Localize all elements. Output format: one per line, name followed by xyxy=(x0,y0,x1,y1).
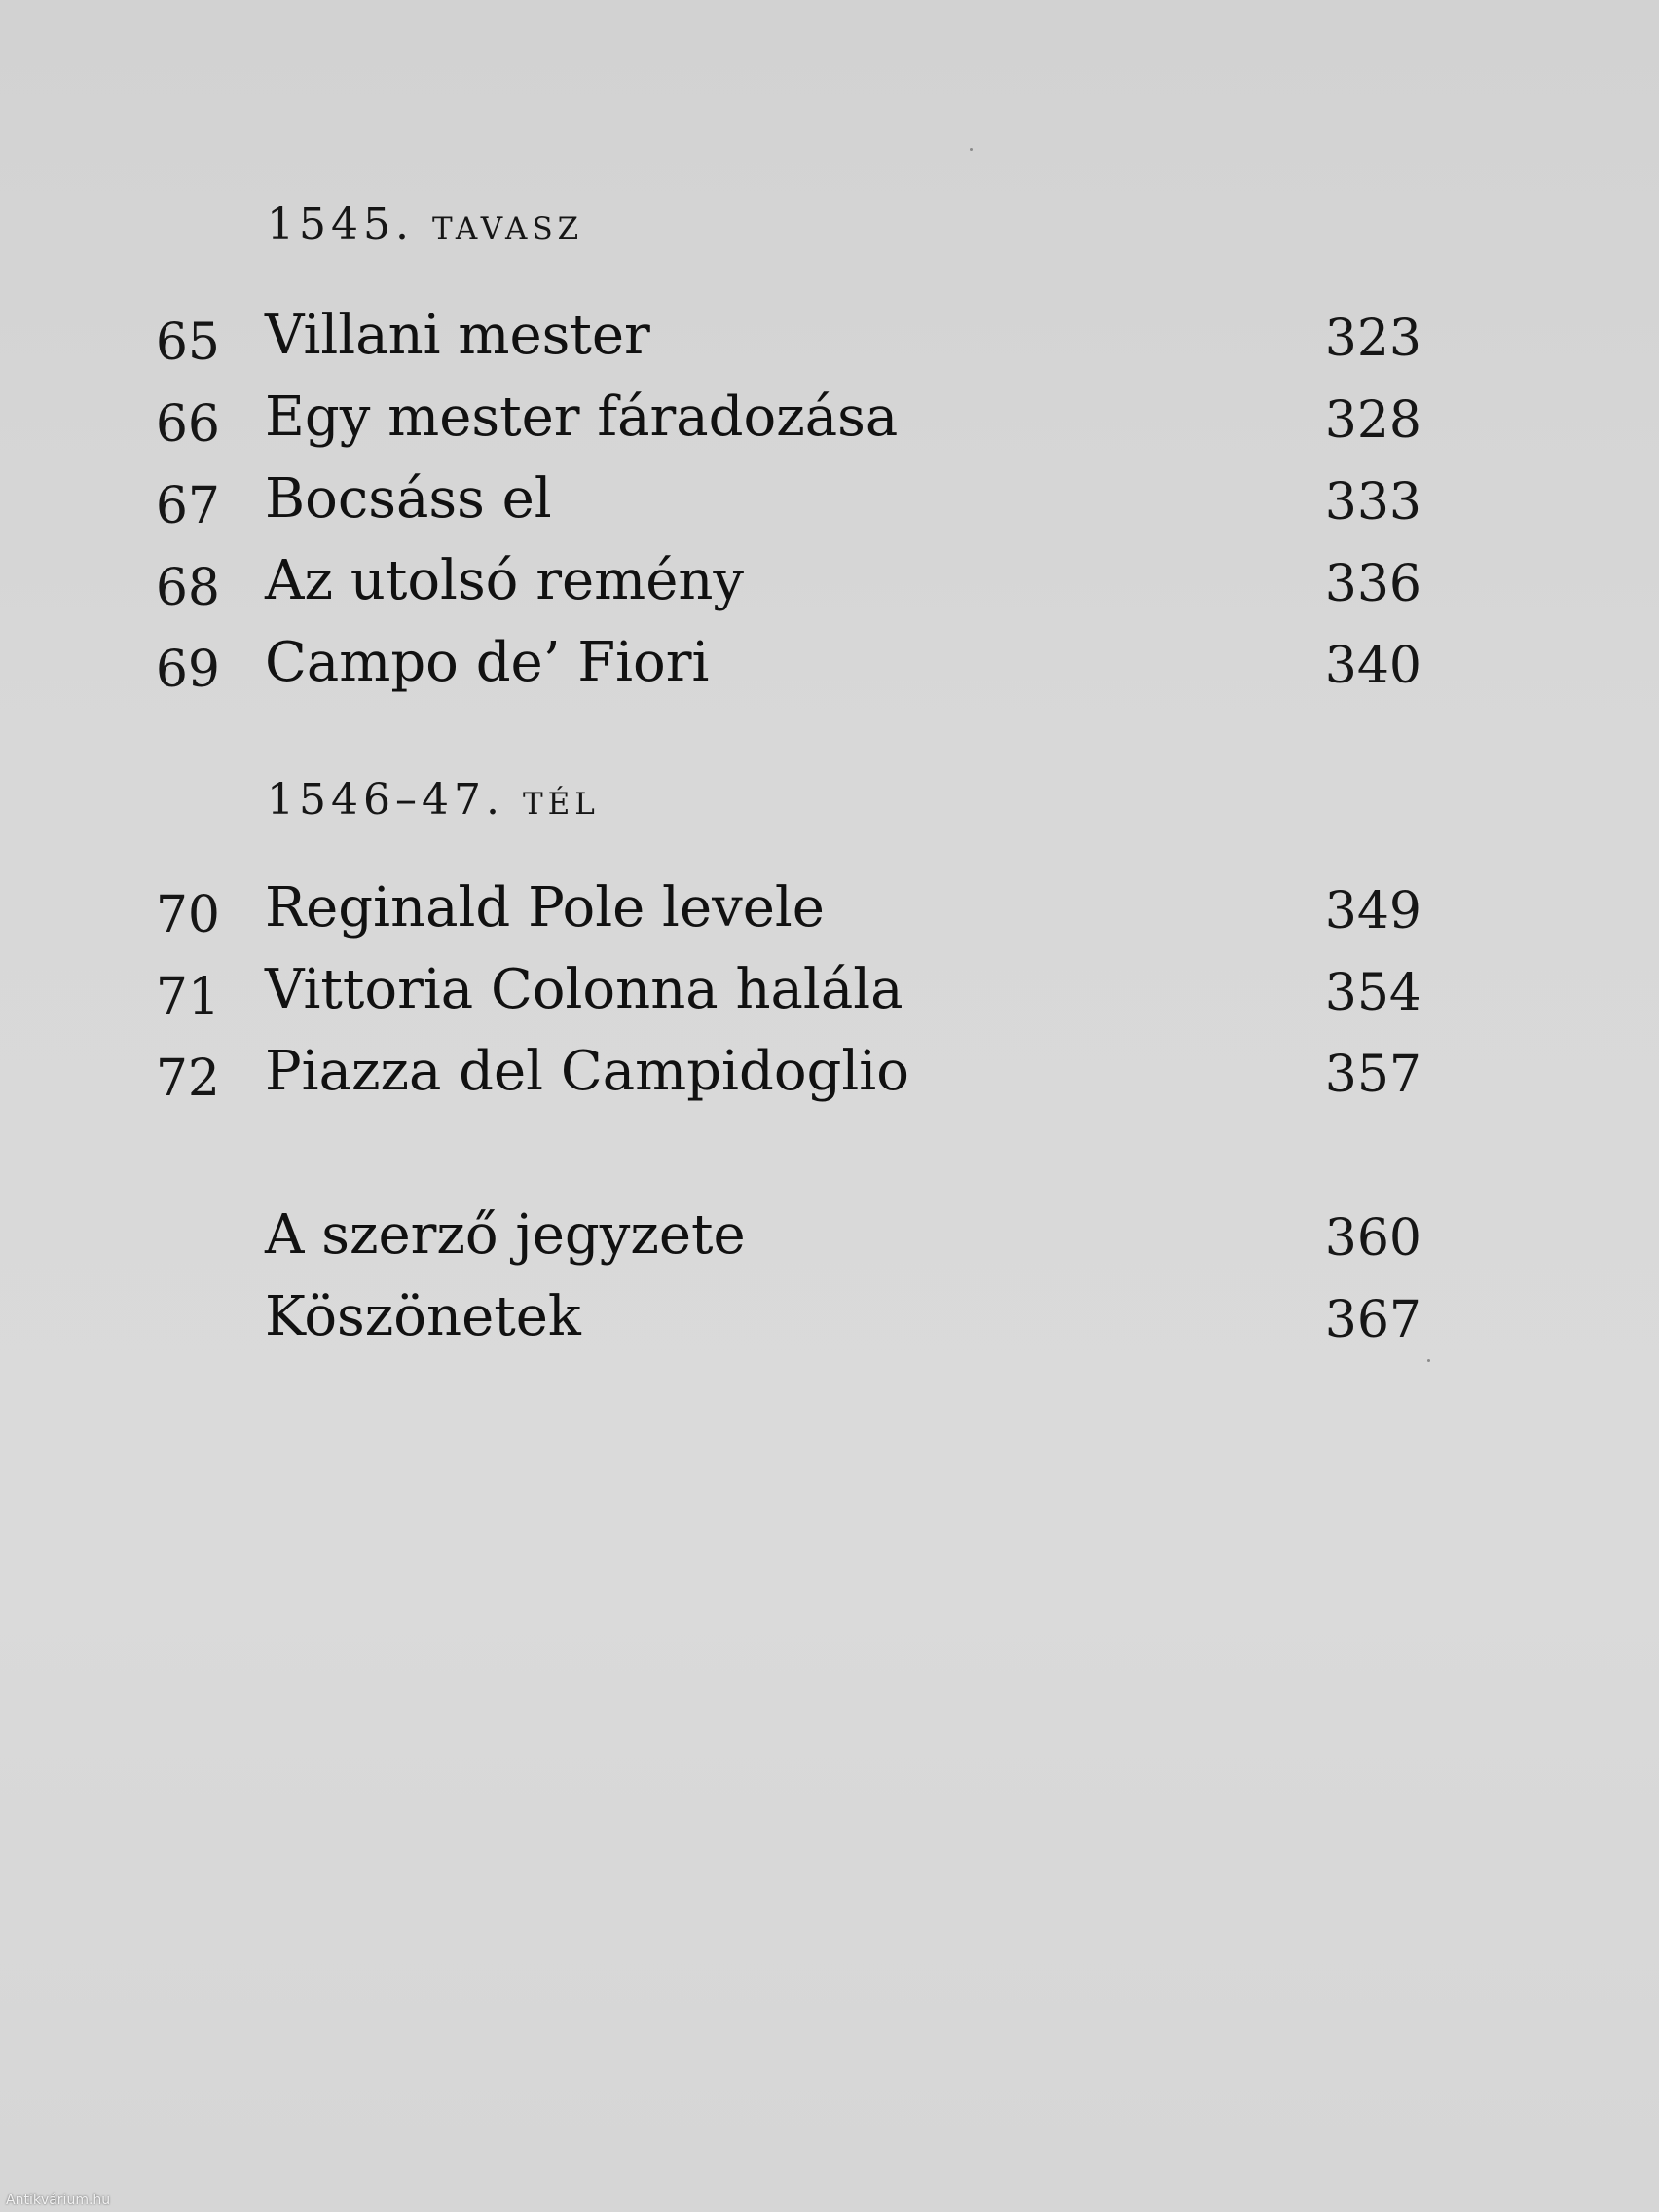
chapter-number: 65 xyxy=(155,313,220,372)
section-heading-spring-1545: 1545. tavasz xyxy=(267,200,584,249)
page-number: 349 xyxy=(1324,882,1421,940)
chapter-title: Villani mester xyxy=(265,304,650,367)
chapter-title: Vittoria Colonna halála xyxy=(265,958,903,1021)
chapter-number: 68 xyxy=(155,559,220,617)
chapter-number: 70 xyxy=(155,886,220,944)
toc-entry-66 xyxy=(146,386,1421,463)
chapter-title: Reginald Pole levele xyxy=(265,876,825,940)
chapter-title: Egy mester fáradozása xyxy=(265,386,899,449)
chapter-number: 69 xyxy=(155,641,220,699)
page-number: 360 xyxy=(1324,1209,1421,1268)
page-number: 333 xyxy=(1324,473,1421,532)
chapter-number: 66 xyxy=(155,395,220,454)
appendix-title: A szerző jegyzete xyxy=(265,1203,746,1267)
paper-speck xyxy=(970,148,973,151)
toc-entry-69 xyxy=(146,631,1421,709)
appendix-title: Köszönetek xyxy=(265,1285,581,1348)
toc-entry-65 xyxy=(146,304,1421,382)
chapter-number: 72 xyxy=(155,1050,220,1108)
toc-entry-authors-note xyxy=(146,1203,1421,1281)
toc-entry-67 xyxy=(146,467,1421,545)
page-number: 367 xyxy=(1324,1291,1421,1349)
page-number: 357 xyxy=(1324,1046,1421,1104)
page-number: 323 xyxy=(1324,310,1421,368)
page-number: 354 xyxy=(1324,964,1421,1022)
chapter-title: Piazza del Campidoglio xyxy=(265,1040,909,1103)
toc-entry-71 xyxy=(146,958,1421,1036)
paper-speck xyxy=(1427,1359,1430,1362)
chapter-number: 67 xyxy=(155,477,220,535)
chapter-title: Campo de’ Fiori xyxy=(265,631,710,694)
chapter-title: Bocsáss el xyxy=(265,467,552,531)
chapter-number: 71 xyxy=(155,968,220,1026)
toc-entry-68 xyxy=(146,549,1421,627)
toc-entry-70 xyxy=(146,876,1421,954)
watermark: Antikvárium.hu xyxy=(6,2193,111,2208)
toc-entry-acknowledgements xyxy=(146,1285,1421,1363)
section-heading-winter-1546-47: 1546–47. tél xyxy=(267,775,600,825)
page-number: 328 xyxy=(1324,391,1421,450)
chapter-title: Az utolsó remény xyxy=(265,549,745,612)
toc-entry-72 xyxy=(146,1040,1421,1118)
page-number: 336 xyxy=(1324,555,1421,613)
page-number: 340 xyxy=(1324,637,1421,695)
